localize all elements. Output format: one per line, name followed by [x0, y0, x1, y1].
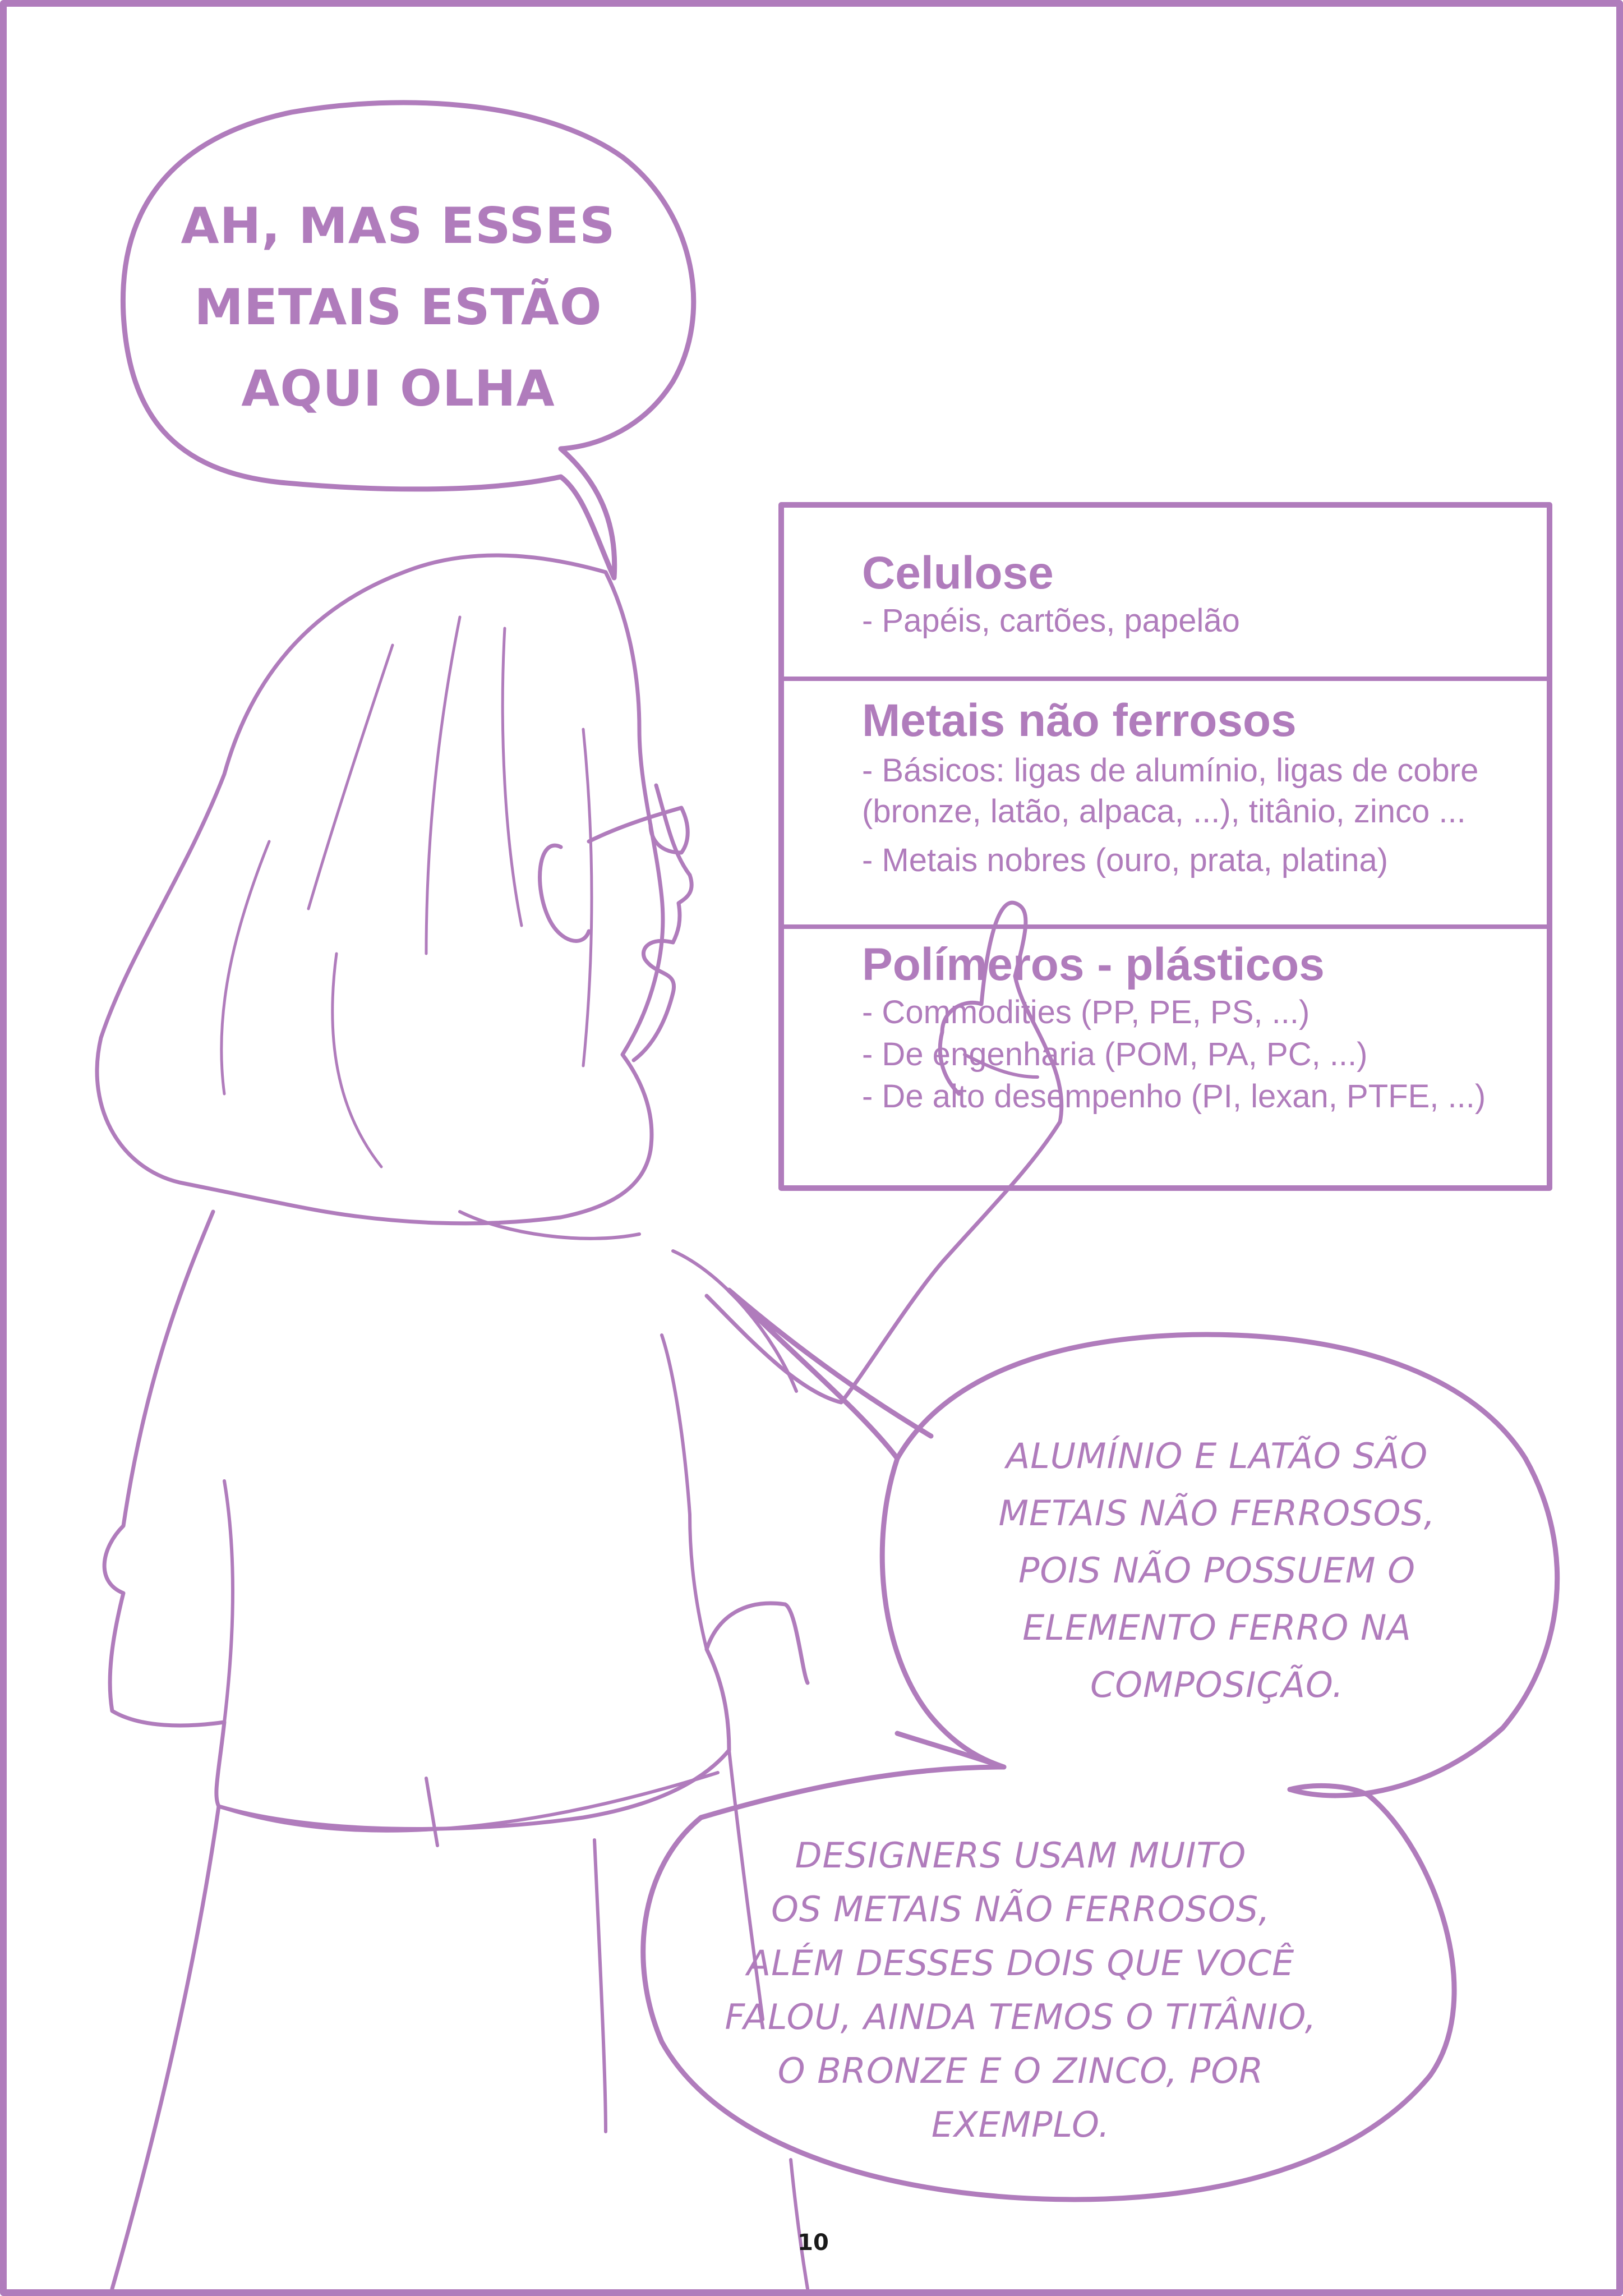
page-number: 10: [797, 2230, 829, 2256]
board-section-title: Polímeros - plásticos: [862, 939, 1325, 990]
speech-text-middle: [920, 1428, 1514, 1714]
woman-ear: [540, 845, 589, 941]
speech-line: METAIS ESTÃO: [194, 278, 602, 336]
board-item: - Metais nobres (ouro, prata, platina): [862, 842, 1389, 878]
speech-line: ALÉM DESSES DOIS QUE VOCÊ: [746, 1943, 1295, 1984]
speech-text-top: [163, 185, 634, 429]
speech-line: ALUMÍNIO E LATÃO SÃO: [1006, 1435, 1428, 1476]
speech-line: OS METAIS NÃO FERROSOS,: [771, 1889, 1270, 1930]
board-item: - Papéis, cartões, papelão: [862, 602, 1240, 639]
speech-line: FALOU, AINDA TEMOS O TITÂNIO,: [725, 1996, 1317, 2037]
speech-line: METAIS NÃO FERROSOS,: [998, 1493, 1436, 1534]
speech-text-bottom: [684, 1829, 1357, 2152]
board-section-title: Celulose: [862, 547, 1054, 599]
board-item: (bronze, latão, alpaca, ...), titânio, zinco ...: [862, 793, 1466, 830]
speech-line: POIS NÃO POSSUEM O: [1018, 1550, 1416, 1591]
speech-line: AQUI OLHA: [241, 360, 555, 417]
speech-line: AH, MAS ESSES: [181, 197, 616, 255]
woman-pants: [112, 1806, 219, 2289]
board-section-title: Metais não ferrosos: [862, 695, 1297, 746]
board-section-3: [862, 938, 1486, 1115]
speech-line: DESIGNERS USAM MUITO: [795, 1835, 1247, 1876]
speech-line: ELEMENTO FERRO NA: [1022, 1607, 1412, 1648]
board-section-1: [862, 547, 1240, 639]
woman-body: [104, 1212, 808, 1829]
board-item: - De engenharia (POM, PA, PC, ...): [862, 1036, 1368, 1073]
woman-hair: [97, 555, 663, 1223]
board-item: - Básicos: ligas de alumínio, ligas de cobre: [862, 752, 1479, 789]
board-section-2: [862, 694, 1478, 879]
board-item: - De alto desempenho (PI, lexan, PTFE, ...): [862, 1078, 1486, 1115]
speech-line: O BRONZE E O ZINCO, POR EXEMPLO.: [777, 2050, 1264, 2145]
speech-line: COMPOSIÇÃO.: [1090, 1664, 1344, 1705]
board-item: - Commodities (PP, PE, PS, ...): [862, 994, 1310, 1030]
